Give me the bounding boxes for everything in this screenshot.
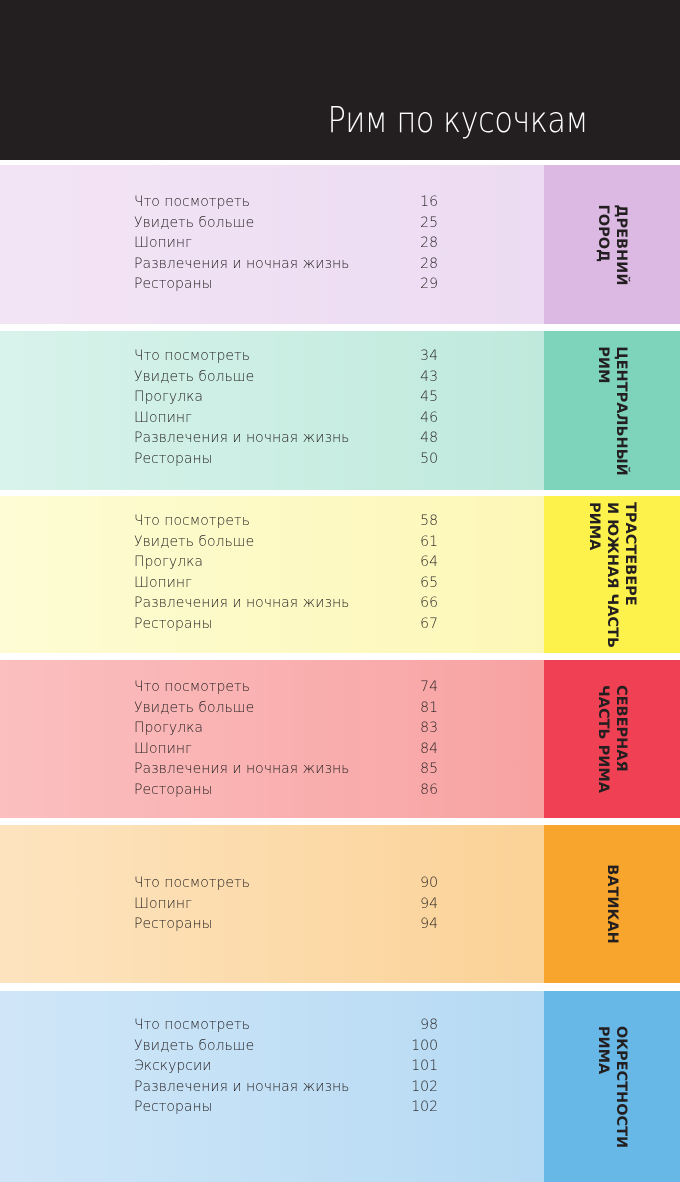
contents-row-label: Развлечения и ночная жизнь <box>134 430 350 447</box>
contents-row-page: 61 <box>420 533 438 550</box>
contents-row[interactable] <box>134 575 438 596</box>
contents-list <box>134 679 438 803</box>
section-north-rome <box>0 660 680 818</box>
contents-row[interactable] <box>134 256 438 277</box>
contents-row-label: Развлечения и ночная жизнь <box>134 255 350 272</box>
contents-row-page: 98 <box>420 1017 438 1033</box>
section-tab-label: СЕВЕРНАЯ ЧАСТЬ РИМА <box>595 685 629 793</box>
section-tab[interactable] <box>544 825 680 983</box>
section-tab[interactable] <box>544 991 680 1182</box>
contents-row-page: 90 <box>420 875 438 891</box>
section-tab[interactable] <box>544 165 680 324</box>
contents-list <box>134 875 438 937</box>
contents-row-label: Увидеть больше <box>134 368 255 385</box>
contents-row-label: Развлечения и ночная жизнь <box>134 1078 350 1095</box>
contents-row[interactable] <box>134 513 438 534</box>
contents-row[interactable] <box>134 782 438 803</box>
section-ancient-city <box>0 165 680 324</box>
section-tab[interactable] <box>544 496 680 653</box>
contents-row-label: Прогулка <box>134 554 203 571</box>
contents-row-label: Прогулка <box>134 389 203 406</box>
contents-row[interactable] <box>134 215 438 236</box>
contents-row-page: 46 <box>420 409 438 426</box>
contents-row[interactable] <box>134 679 438 700</box>
contents-row-label: Рестораны <box>134 276 213 293</box>
contents-row[interactable] <box>134 616 438 637</box>
section-tab-label: ТРАСТЕВЕРЕ И ЮЖНАЯ ЧАСТЬ РИМА <box>586 501 638 648</box>
contents-row-page: 45 <box>420 389 438 406</box>
contents-row-page: 102 <box>411 1099 438 1116</box>
contents-row-page: 16 <box>420 194 438 210</box>
contents-row-page: 74 <box>420 679 438 695</box>
contents-row-page: 28 <box>420 255 438 272</box>
contents-row-label: Рестораны <box>134 1099 213 1116</box>
contents-row-label: Шопинг <box>134 574 192 591</box>
contents-row-label: Рестораны <box>134 450 213 467</box>
section-central-rome <box>0 331 680 490</box>
contents-row[interactable] <box>134 235 438 256</box>
contents-list <box>134 194 438 297</box>
contents-row-label: Увидеть больше <box>134 214 255 231</box>
contents-row-page: 81 <box>420 699 438 716</box>
contents-row-label: Экскурсии <box>134 1058 212 1075</box>
contents-row[interactable] <box>134 276 438 297</box>
contents-row-page: 28 <box>420 235 438 252</box>
contents-row-label: Рестораны <box>134 781 213 798</box>
contents-row-page: 29 <box>420 276 438 293</box>
contents-row[interactable] <box>134 761 438 782</box>
section-tab-label: ЦЕНТРАЛЬНЫЙ РИМ <box>595 345 629 476</box>
contents-row[interactable] <box>134 348 438 369</box>
contents-row-page: 34 <box>420 348 438 364</box>
contents-row-page: 85 <box>420 761 438 778</box>
contents-row-label: Что посмотреть <box>134 1017 250 1033</box>
contents-row-page: 84 <box>420 740 438 757</box>
contents-row-label: Развлечения и ночная жизнь <box>134 761 350 778</box>
contents-list <box>134 1017 438 1120</box>
contents-row-label: Что посмотреть <box>134 875 250 891</box>
contents-row-label: Что посмотреть <box>134 194 250 210</box>
contents-row-label: Рестораны <box>134 615 213 632</box>
contents-row-label: Шопинг <box>134 409 192 426</box>
contents-row[interactable] <box>134 896 438 917</box>
contents-row-page: 102 <box>411 1078 438 1095</box>
section-tab-label: ОКРЕСТНОСТИ РИМА <box>595 1025 629 1148</box>
contents-row-label: Увидеть больше <box>134 533 255 550</box>
contents-row-label: Шопинг <box>134 895 192 912</box>
contents-list <box>134 348 438 472</box>
contents-row-label: Прогулка <box>134 720 203 737</box>
section-tab[interactable] <box>544 660 680 818</box>
contents-row[interactable] <box>134 534 438 555</box>
contents-row-page: 86 <box>420 781 438 798</box>
contents-row-page: 25 <box>420 214 438 231</box>
contents-row[interactable] <box>134 1017 438 1038</box>
section-vatican <box>0 825 680 983</box>
contents-row-label: Что посмотреть <box>134 348 250 364</box>
contents-row-page: 67 <box>420 615 438 632</box>
contents-row-label: Увидеть больше <box>134 1037 255 1054</box>
contents-row[interactable] <box>134 700 438 721</box>
section-tab[interactable] <box>544 331 680 490</box>
contents-row-page: 101 <box>411 1058 438 1075</box>
contents-row-page: 83 <box>420 720 438 737</box>
contents-row[interactable] <box>134 410 438 431</box>
contents-row-label: Что посмотреть <box>134 679 250 695</box>
page-title: Рим по кусочкам <box>327 100 588 141</box>
contents-row-label: Развлечения и ночная жизнь <box>134 595 350 612</box>
contents-row-page: 66 <box>420 595 438 612</box>
contents-row[interactable] <box>134 1099 438 1120</box>
contents-row-page: 65 <box>420 574 438 591</box>
contents-row[interactable] <box>134 875 438 896</box>
contents-row-page: 43 <box>420 368 438 385</box>
contents-row-page: 64 <box>420 554 438 571</box>
contents-row[interactable] <box>134 451 438 472</box>
contents-row[interactable] <box>134 1058 438 1079</box>
contents-row-page: 48 <box>420 430 438 447</box>
contents-row-label: Шопинг <box>134 740 192 757</box>
contents-row-label: Рестораны <box>134 916 213 933</box>
contents-row[interactable] <box>134 741 438 762</box>
section-around-rome <box>0 991 680 1182</box>
contents-row-page: 58 <box>420 513 438 529</box>
contents-row-page: 50 <box>420 450 438 467</box>
contents-row[interactable] <box>134 554 438 575</box>
contents-row-page: 94 <box>420 895 438 912</box>
contents-row[interactable] <box>134 1038 438 1059</box>
contents-row[interactable] <box>134 430 438 451</box>
contents-row[interactable] <box>134 595 438 616</box>
contents-row[interactable] <box>134 1079 438 1100</box>
contents-row[interactable] <box>134 194 438 215</box>
contents-row-page: 94 <box>420 916 438 933</box>
contents-row[interactable] <box>134 369 438 390</box>
contents-row-label: Что посмотреть <box>134 513 250 529</box>
contents-row[interactable] <box>134 720 438 741</box>
contents-row-label: Увидеть больше <box>134 699 255 716</box>
section-tab-label: ВАТИКАН <box>604 864 620 944</box>
header-bar <box>0 0 680 160</box>
contents-row[interactable] <box>134 916 438 937</box>
section-tab-label: ДРЕВНИЙ ГОРОД <box>595 204 629 285</box>
section-trastevere-south <box>0 496 680 653</box>
contents-row-page: 100 <box>411 1037 438 1054</box>
contents-row-label: Шопинг <box>134 235 192 252</box>
contents-list <box>134 513 438 637</box>
contents-row[interactable] <box>134 389 438 410</box>
